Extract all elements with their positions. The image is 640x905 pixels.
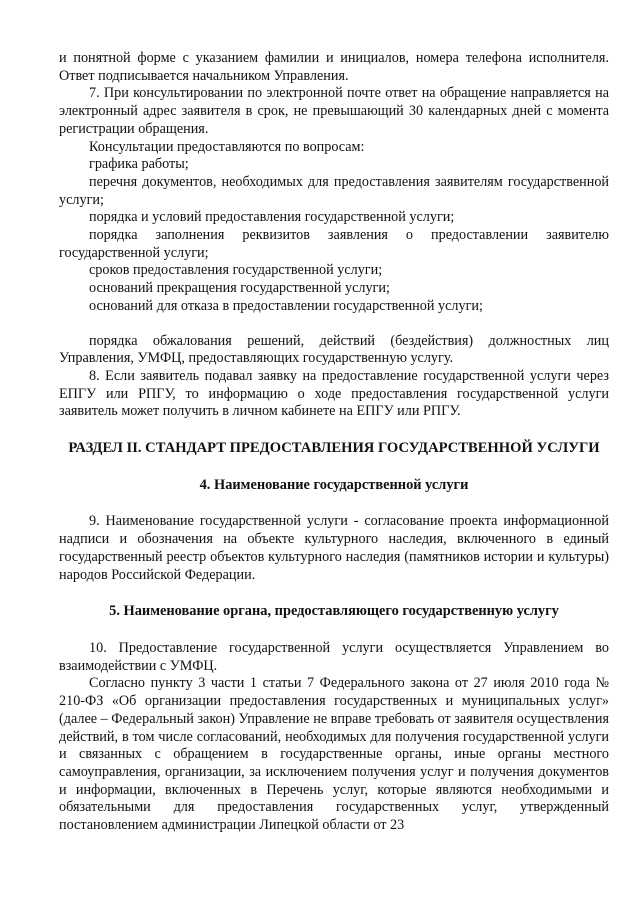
- paragraph-11-federal-law: Согласно пункту 3 части 1 статьи 7 Федерального закона от 27 июля 2010 года № 210-ФЗ «Об организации предоставления государственных и муниципальных услуг» (далее – Федеральный закон) Управление не вправе требовать от заявителя осуществления действий, в том числе согласований, необходимых для получения государственной услуги и связанных с обращением в государственные органы, иные органы местного самоуправления, организации, за исключением получения услуг и получения документов и информации, включенных в Перечень услуг, которые являются необходимыми и обязательными для предоставления государственных услуг, утвержденный постановлением администрации Липецкой области от 23: [59, 675, 609, 834]
- list-item-filling-requisites: порядка заполнения реквизитов заявления о предоставлении заявителю государственной услуги;: [59, 227, 609, 261]
- spacer: [59, 421, 609, 440]
- paragraph-10-provider: 10. Предоставление государственной услуги осуществляется Управлением во взаимодействии с УМФЦ.: [59, 639, 609, 674]
- document-page: [59, 50, 609, 835]
- spacer: [59, 621, 609, 640]
- section-2-title: РАЗДЕЛ II. СТАНДАРТ ПРЕДОСТАВЛЕНИЯ ГОСУДАРСТВЕННОЙ УСЛУГИ: [68, 440, 600, 457]
- list-item-procedure-conditions: порядка и условий предоставления государственной услуги;: [89, 209, 455, 226]
- subsection-4-title: 4. Наименование государственной услуги: [199, 476, 469, 493]
- spacer: [59, 494, 609, 513]
- subsection-5-title: 5. Наименование органа, предоставляющего государственную услугу: [109, 603, 559, 620]
- list-item-work-schedule: графика работы;: [89, 156, 189, 173]
- paragraph-consultation-topics: Консультации предоставляются по вопросам:: [89, 138, 365, 155]
- list-item-termination-grounds: оснований прекращения государственной услуги;: [89, 280, 390, 297]
- spacer: [59, 584, 609, 603]
- list-item-terms: сроков предоставления государственной услуги;: [89, 262, 383, 279]
- paragraph-reply-form: и понятной форме с указанием фамилии и инициалов, номера телефона исполнителя. Ответ подписывается начальником Управления.: [59, 50, 609, 84]
- list-item-documents: перечня документов, необходимых для предоставления заявителям государственной услуги;: [59, 173, 609, 208]
- list-item-refusal-grounds: оснований для отказа в предоставлении государственной услуги;: [89, 297, 483, 314]
- list-item-appeal-procedure: порядка обжалования решений, действий (бездействия) должностных лиц Управления, УМФЦ, предоставляющих государственную услугу.: [59, 332, 609, 367]
- paragraph-8-epgu-status: 8. Если заявитель подавал заявку на предоставление государственной услуги через ЕПГУ или РПГУ, то информацию о ходе предоставления государственной услуги заявитель может получить в личном кабинете на ЕПГУ или РПГУ.: [59, 367, 609, 420]
- spacer: [59, 458, 609, 477]
- paragraph-9-service-name: 9. Наименование государственной услуги - согласование проекта информационной надписи и обозначения на объекте культурного наследия, включенного в единый государственный реестр объектов культурного наследия (памятников истории и культуры) народов Российской Федерации.: [59, 513, 609, 583]
- paragraph-7-email-consultation: 7. При консультировании по электронной почте ответ на обращение направляется на электронный адрес заявителя в срок, не превышающий 30 календарных дней с момента регистрации обращения.: [59, 85, 609, 137]
- spacer: [59, 316, 609, 333]
